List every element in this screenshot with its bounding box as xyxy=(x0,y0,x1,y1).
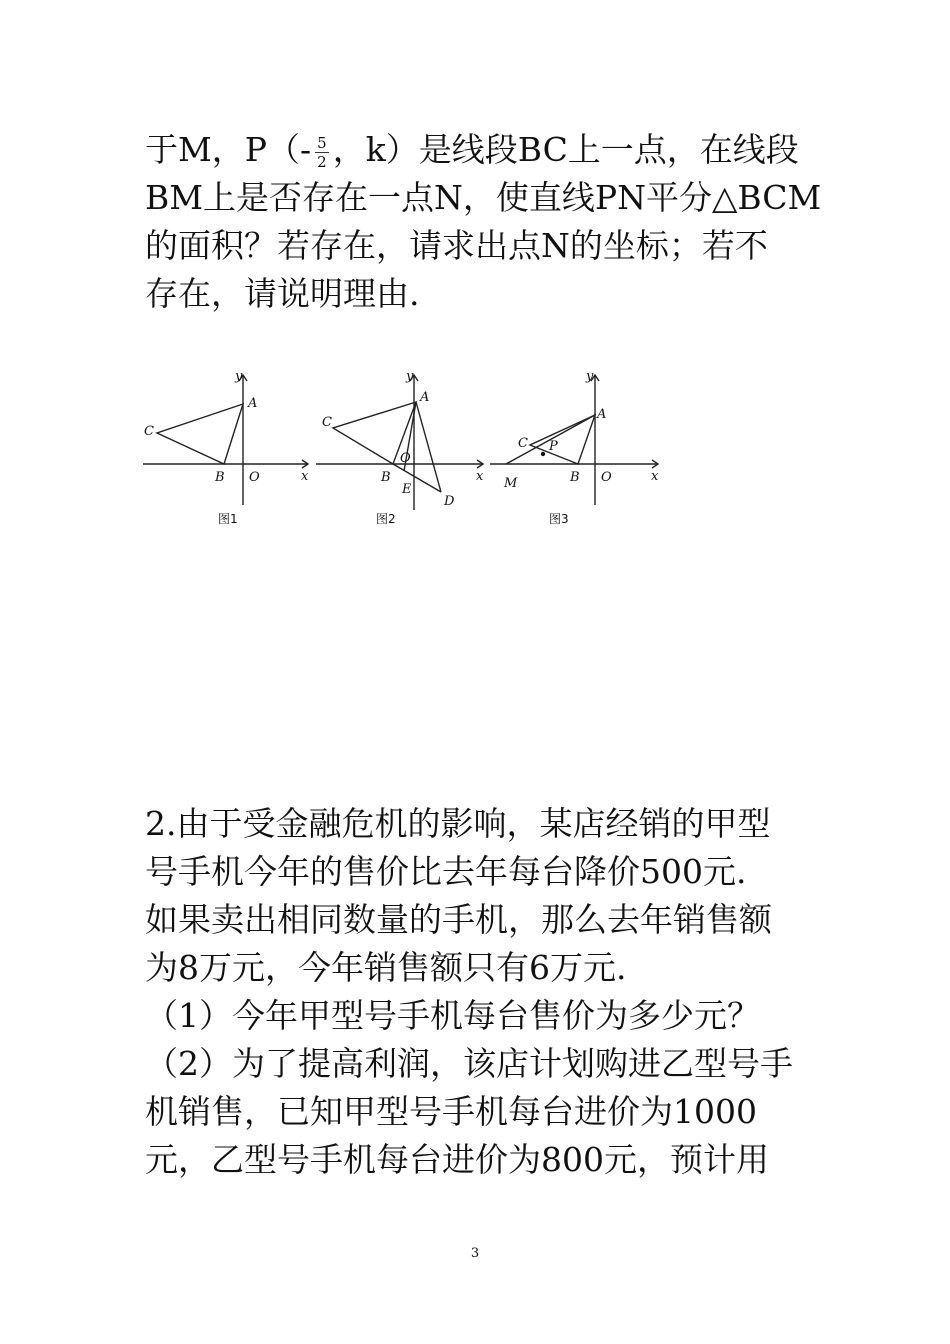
problem1-line1-pre: 于M，P（- xyxy=(145,130,312,169)
fraction-numerator: 5 xyxy=(317,133,327,152)
problem2-line-8: 元，乙型号手机每台进价为800元，预计用 xyxy=(145,1140,769,1179)
fig3-label-x: x xyxy=(651,469,659,484)
fig2-label-o: O xyxy=(400,451,411,466)
problem2-line-7: 机销售，已知甲型号手机每台进价为1000 xyxy=(145,1092,757,1131)
fraction-five-halves xyxy=(315,134,329,171)
fig2-label-a: A xyxy=(420,390,430,405)
problem2-line-1: 2.由于受金融危机的影响，某店经销的甲型 xyxy=(145,804,771,843)
fig3-label-a: A xyxy=(597,407,607,422)
fig3-label-b: B xyxy=(570,470,580,485)
problem1-text xyxy=(145,126,822,318)
problem2-line-4: 为8万元，今年销售额只有6万元. xyxy=(145,948,627,987)
problem2-line-2: 号手机今年的售价比去年每台降价500元. xyxy=(145,852,747,891)
problem2-line-6: （2）为了提高利润，该店计划购进乙型号手 xyxy=(145,1044,793,1083)
fig2-label-d: D xyxy=(444,494,455,509)
fig1-label-o: O xyxy=(249,470,260,485)
problem1-line1-post: ，k）是线段BC上一点，在线段 xyxy=(332,130,799,169)
problem1-line-2: BM上是否存在一点N，使直线PN平分△BCM xyxy=(145,178,822,217)
fig1-label-c: C xyxy=(144,424,154,439)
fig3-label-p: P xyxy=(549,439,558,454)
fig2-segment-ad xyxy=(416,402,441,492)
fig1-label-a: A xyxy=(248,396,258,411)
problem1-line-4: 存在，请说明理由. xyxy=(145,274,420,313)
problem2-text xyxy=(145,800,810,1184)
fig2-caption: 图2 xyxy=(376,512,396,526)
fig2-label-y: y xyxy=(406,369,414,384)
problem1-line-1 xyxy=(145,126,810,174)
fig3-label-o: O xyxy=(601,470,612,485)
fig2-label-e: E xyxy=(402,482,412,497)
fig2-label-b: B xyxy=(381,470,391,485)
fig3-caption: 图3 xyxy=(549,512,569,526)
problem2-line-5: （1）今年甲型号手机每台售价为多少元？ xyxy=(145,996,760,1035)
coordinate-figures xyxy=(138,360,668,535)
fig3-triangle-abc xyxy=(530,415,595,464)
fig2-label-x: x xyxy=(476,469,484,484)
problem1-line-3: 的面积？若存在，请求出点N的坐标；若不 xyxy=(145,226,768,265)
fig3-label-y: y xyxy=(586,369,594,384)
page-number: 3 xyxy=(470,1246,480,1261)
fig1-label-b: B xyxy=(215,470,225,485)
figure-1 xyxy=(143,375,308,505)
fig1-triangle-abc xyxy=(157,404,243,464)
fig3-label-m: M xyxy=(504,476,518,491)
fig1-caption: 图1 xyxy=(218,512,238,526)
fig1-label-x: x xyxy=(301,469,309,484)
fig3-label-c: C xyxy=(518,436,528,451)
figure-2 xyxy=(316,375,483,510)
fraction-denominator: 2 xyxy=(317,152,327,171)
fig2-label-c: C xyxy=(322,415,332,430)
problem2-line-3: 如果卖出相同数量的手机，那么去年销售额 xyxy=(145,900,772,939)
fig3-point-p xyxy=(541,452,545,456)
fig1-label-y: y xyxy=(235,369,243,384)
